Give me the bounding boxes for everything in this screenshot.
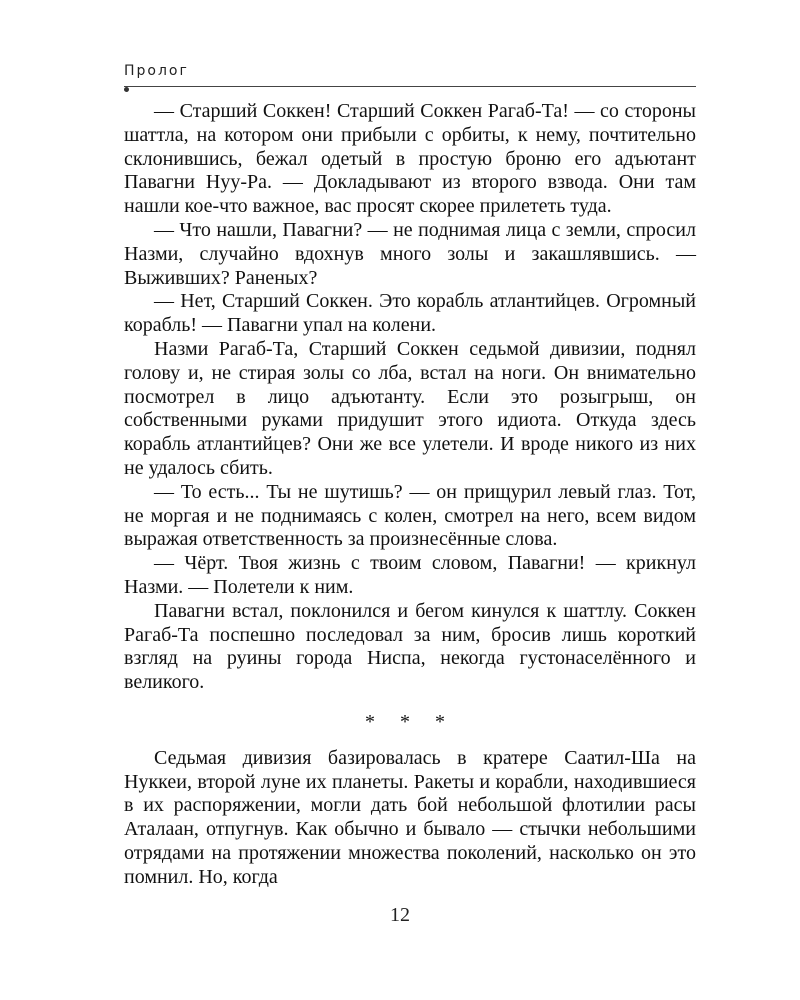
body-text bbox=[124, 100, 696, 890]
header-rule-dot bbox=[124, 87, 129, 92]
paragraph: Павагни встал, поклонился и бегом кинулся к шаттлу. Соккен Рагаб-Та поспешно последовал за ним, бросив лишь короткий взгляд на руины города Ниспа, некогда густонаселённого и великого. bbox=[124, 599, 696, 694]
paragraph: — Старший Соккен! Старший Соккен Рагаб-Та! — со стороны шаттла, на котором они прибыли с орбиты, к нему, почтительно склонившись, бежал одетый в простую броню его адъютант Павагни Нуу-Ра. — Докладывают из второго взвода. Они там нашли кое-что важное, вас просят скорее прилететь туда. bbox=[124, 100, 696, 218]
page-number: 12 bbox=[390, 904, 410, 926]
section-separator: * * * bbox=[365, 710, 455, 733]
paragraph: — Чёрт. Твоя жизнь с твоим словом, Павагни! — крикнул Назми. — Полетели к ним. bbox=[124, 552, 696, 598]
paragraph: Седьмая дивизия базировалась в кратере Саатил-Ша на Нуккеи, второй луне их планеты. Ракеты и корабли, находившиеся в их распоряжении, могли дать бой небольшой флотилии расы Аталаан, отпугнув. Как обычно и бывало — стычки небольшими отрядами на протяжении множества поколений, насколько он это помнил. Но, когда bbox=[124, 746, 696, 888]
paragraph: — Что нашли, Павагни? — не поднимая лица с земли, спросил Назми, случайно вдохнув много золы и закашлявшись. — Выживших? Раненых? bbox=[124, 218, 696, 289]
paragraph: — То есть... Ты не шутишь? — он прищурил левый глаз. Тот, не моргая и не поднимаясь с колен, смотрел на него, всем видом выражая ответственность за произнесённые слова. bbox=[124, 480, 696, 551]
paragraph: — Нет, Старший Соккен. Это корабль атлантийцев. Огромный корабль! — Павагни упал на колени. bbox=[124, 290, 696, 337]
header-rule bbox=[124, 86, 696, 87]
paragraph: Назми Рагаб-Та, Старший Соккен седьмой дивизии, поднял голову и, не стирая золы со лба, встал на ноги. Он внимательно посмотрел в лицо адъютанту. Если это розыгрыш, он собственными руками придушит этого идиота. Откуда здесь корабль атлантийцев? Они же все улетели. И вроде никого из них не удалось сбить. bbox=[124, 337, 696, 479]
running-head-title: Пролог bbox=[124, 63, 189, 79]
